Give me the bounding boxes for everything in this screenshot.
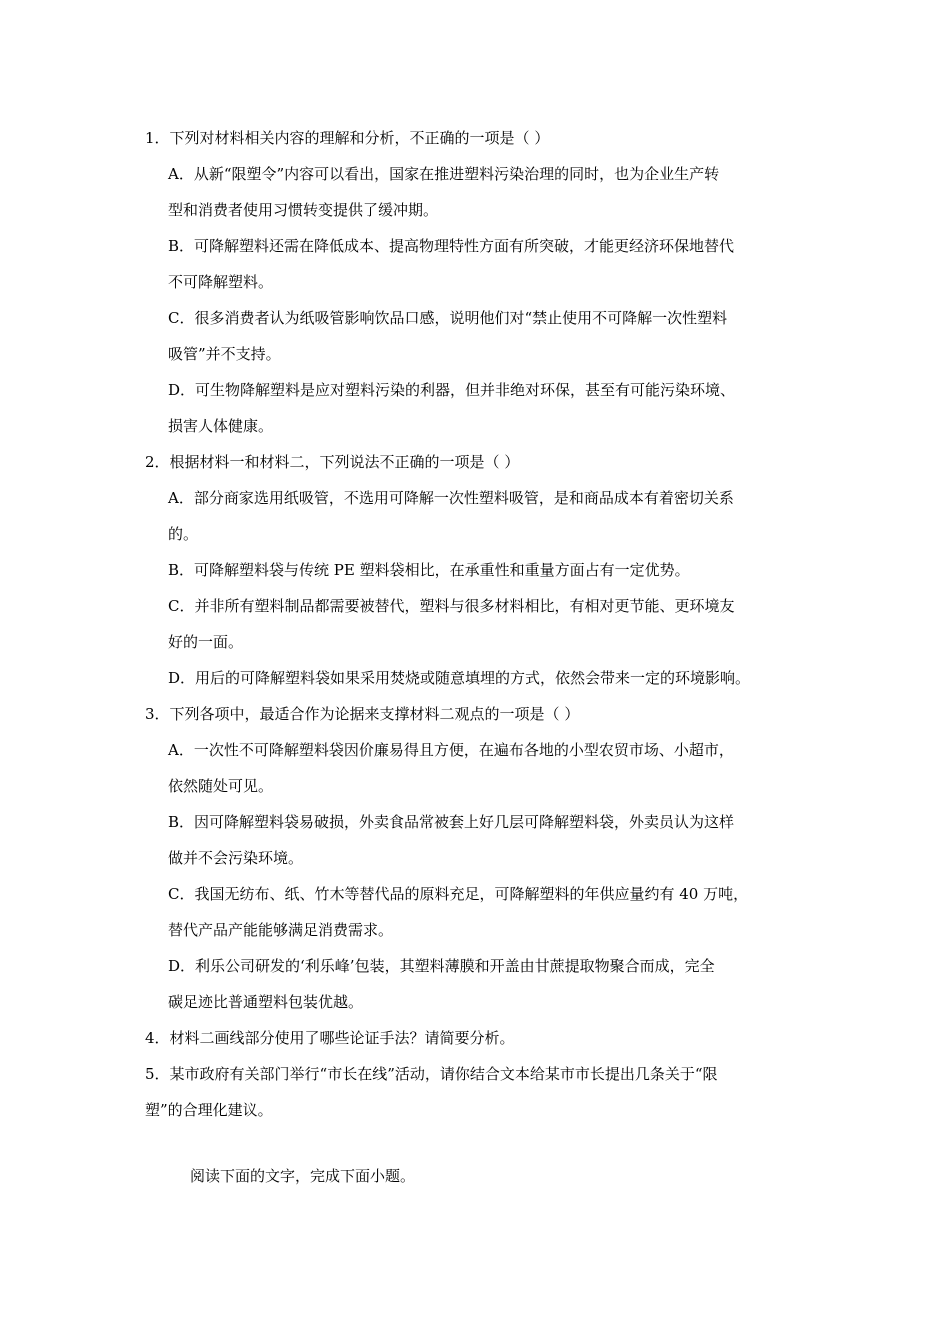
question-2-option-d: D．用后的可降解塑料袋如果采用焚烧或随意填埋的方式，依然会带来一定的环境影响。	[168, 669, 751, 687]
question-1-option-d-cont: 损害人体健康。	[168, 417, 274, 435]
question-2-option-b: B．可降解塑料袋与传统 PE 塑料袋相比，在承重性和重量方面占有一定优势。	[168, 561, 690, 579]
question-4: 4．材料二画线部分使用了哪些论证手法？请简要分析。	[145, 1029, 515, 1047]
question-5: 5．某市政府有关部门举行“市长在线”活动，请你结合文本给某市市长提出几条关于“限	[145, 1065, 718, 1083]
question-5-cont: 塑”的合理化建议。	[145, 1101, 273, 1119]
reading-instruction: 阅读下面的文字，完成下面小题。	[190, 1167, 416, 1185]
question-1-stem: 1．下列对材料相关内容的理解和分析，不正确的一项是（ ）	[145, 129, 550, 147]
question-3-option-c-cont: 替代产品产能能够满足消费需求。	[168, 921, 394, 939]
question-3-option-b: B．因可降解塑料袋易破损，外卖食品常被套上好几层可降解塑料袋，外卖员认为这样	[168, 813, 735, 831]
question-1-option-b: B．可降解塑料还需在降低成本、提高物理特性方面有所突破，才能更经济环保地替代	[168, 237, 735, 255]
question-3-stem: 3．下列各项中，最适合作为论据来支撑材料二观点的一项是（ ）	[145, 705, 580, 723]
question-1-option-d: D．可生物降解塑料是应对塑料污染的利器，但并非绝对环保，甚至有可能污染环境、	[168, 381, 736, 399]
question-2-option-c-cont: 好的一面。	[168, 633, 244, 651]
question-1-option-c: C．很多消费者认为纸吸管影响饮品口感，说明他们对“禁止使用不可降解一次性塑料	[168, 309, 728, 327]
question-3-option-b-cont: 做并不会污染环境。	[168, 849, 304, 867]
question-1-option-b-cont: 不可降解塑料。	[168, 273, 274, 291]
question-2-option-a-cont: 的。	[168, 525, 199, 543]
question-3-option-a: A．一次性不可降解塑料袋因价廉易得且方便，在遍布各地的小型农贸市场、小超市，	[168, 741, 734, 759]
question-2-stem: 2．根据材料一和材料二，下列说法不正确的一项是（ ）	[145, 453, 520, 471]
question-3-option-d: D．利乐公司研发的‘利乐峰’包装，其塑料薄膜和开盖由甘蔗提取物聚合而成，完全	[168, 957, 715, 975]
question-2-option-c: C．并非所有塑料制品都需要被替代，塑料与很多材料相比，有相对更节能、更环境友	[168, 597, 735, 615]
question-3-option-a-cont: 依然随处可见。	[168, 777, 274, 795]
question-2-option-a: A．部分商家选用纸吸管，不选用可降解一次性塑料吸管，是和商品成本有着密切关系	[168, 489, 734, 507]
question-3-option-c: C．我国无纺布、纸、竹木等替代品的原料充足，可降解塑料的年供应量约有 40 万吨，	[168, 885, 749, 903]
question-1-option-c-cont: 吸管”并不支持。	[168, 345, 281, 363]
question-1-option-a-cont: 型和消费者使用习惯转变提供了缓冲期。	[168, 201, 439, 219]
question-3-option-d-cont: 碳足迹比普通塑料包装优越。	[168, 993, 364, 1011]
question-1-option-a: A．从新“限塑令”内容可以看出，国家在推进塑料污染治理的同时，也为企业生产转	[168, 165, 720, 183]
